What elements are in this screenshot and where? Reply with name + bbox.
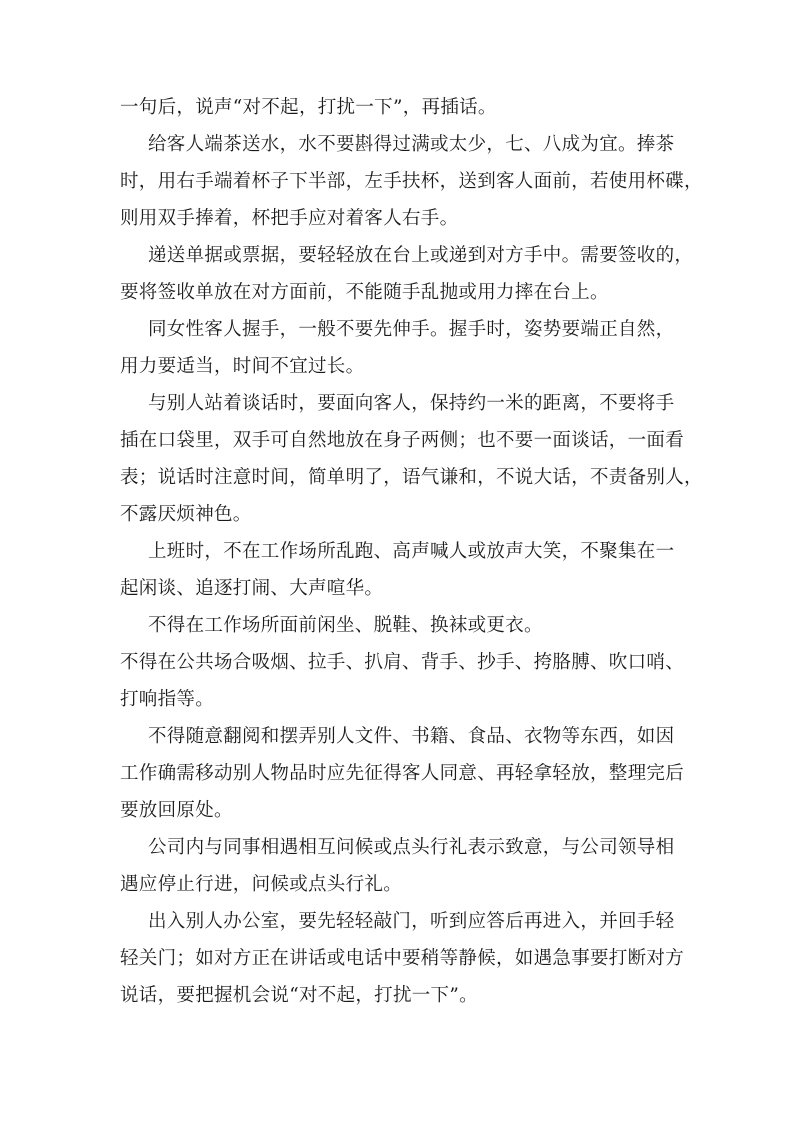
text-line: 给客人端茶送水，水不要斟得过满或太少，七、八成为宜。捧茶 (148, 134, 675, 155)
text-line: 同女性客人握手，一般不要先伸手。握手时，姿势要端正自然， (148, 319, 675, 340)
text-line: 出入别人办公室，要先轻轻敲门，听到应答后再进入，并回手轻 (148, 911, 675, 932)
text-line: 公司内与同事相遇相互问候或点头行礼表示致意，与公司领导相 (148, 837, 675, 858)
text-line: 说话，要把握机会说“对不起，打扰一下”。 (120, 985, 478, 1006)
text-line: 一句后，说声“对不起，打扰一下”，再插话。 (120, 97, 497, 118)
text-line: 插在口袋里，双手可自然地放在身子两侧；也不要一面谈话，一面看 (120, 430, 685, 451)
text-line: 时，用右手端着杯子下半部，左手扶杯，送到客人面前，若使用杯碟， (120, 171, 703, 192)
text-line: 不得在公共场合吸烟、拉手、扒肩、背手、抄手、挎胳膊、吹口哨、 (120, 652, 685, 673)
text-line: 遇应停止行进，问候或点头行礼。 (120, 874, 403, 895)
text-line: 要将签收单放在对方面前，不能随手乱抛或用力摔在台上。 (120, 282, 609, 303)
text-line: 则用双手捧着，杯把手应对着客人右手。 (120, 208, 459, 229)
text-line: 表；说话时注意时间，简单明了，语气谦和，不说大话，不责备别人， (120, 467, 703, 488)
text-line: 与别人站着谈话时，要面向客人，保持约一米的距离，不要将手 (148, 393, 675, 414)
text-line: 轻关门；如对方正在讲话或电话中要稍等静候，如遇急事要打断对方 (120, 948, 685, 969)
text-line: 不露厌烦神色。 (120, 504, 252, 525)
text-line: 上班时，不在工作场所乱跑、高声喊人或放声大笑，不聚集在一 (148, 541, 675, 562)
text-line: 不得在工作场所面前闲坐、脱鞋、换袜或更衣。 (148, 615, 543, 636)
text-line: 不得随意翻阅和摆弄别人文件、书籍、食品、衣物等东西，如因 (148, 726, 675, 747)
text-line: 用力要适当，时间不宜过长。 (120, 356, 365, 377)
text-line: 打响指等。 (120, 689, 215, 710)
text-line: 工作确需移动别人物品时应先征得客人同意、再轻拿轻放，整理完后 (120, 763, 685, 784)
text-line: 要放回原处。 (120, 800, 233, 821)
text-line: 起闲谈、追逐打闹、大声喧华。 (120, 578, 384, 599)
text-line: 递送单据或票据，要轻轻放在台上或递到对方手中。需要签收的， (148, 245, 694, 266)
